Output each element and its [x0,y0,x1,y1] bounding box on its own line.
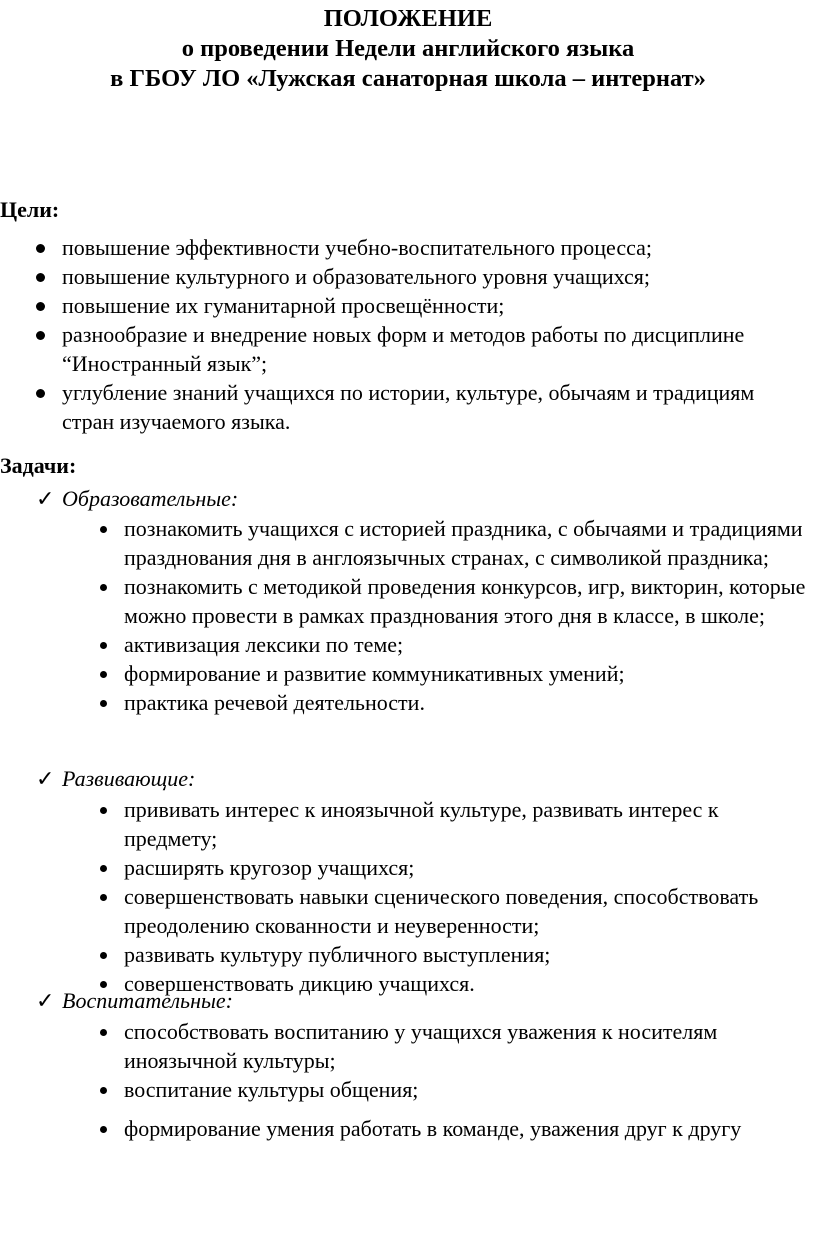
list-item [100,882,812,940]
task-text: активизация лексики по теме; [124,632,404,657]
goal-text: разнообразие и внедрение новых форм и методов работы по дисциплине “Иностранный язык”; [62,322,745,376]
bullet-icon [36,331,45,340]
task-text: расширять кругозор учащихся; [124,855,415,880]
task-category-developmental [36,764,195,793]
list-item [100,1075,812,1104]
task-text: совершенствовать навыки сценического поведения, способствовать преодолению скованности и неуверенности; [124,884,759,938]
checkmark-icon: ✓ [36,486,55,511]
list-item [100,1114,812,1143]
bullet-icon [100,584,107,591]
bullet-icon [100,865,107,872]
list-item [100,659,812,688]
task-text: формирование умения работать в команде, уважения друг к другу [124,1116,742,1141]
task-category-upbringing [36,986,233,1015]
goals-heading: Цели: [0,197,60,222]
list-item [100,514,812,572]
bullet-icon [100,1029,107,1036]
bullet-icon [100,1087,107,1094]
list-item [100,572,812,630]
bullet-icon [36,302,45,311]
list-item [36,291,806,320]
category-label: Воспитательные: [62,988,233,1013]
task-text: совершенствовать дикцию учащихся. [124,971,475,996]
tasks-heading: Задачи: [0,453,77,478]
developmental-tasks-list [100,795,812,998]
category-label: Развивающие: [62,766,196,791]
list-item [36,320,806,378]
document-title [0,4,816,94]
bullet-icon [36,244,45,253]
bullet-icon [100,807,107,814]
bullet-icon [36,389,45,398]
bullet-icon [100,526,107,533]
bullet-icon [100,642,107,649]
bullet-icon [100,952,107,959]
task-text: познакомить с методикой проведения конкурсов, игр, викторин, которые можно провести в рамках празднования этого дня в классе, в школе; [124,574,806,628]
list-item [100,853,812,882]
upbringing-tasks-list [100,1017,812,1143]
list-item [100,688,812,717]
bullet-icon [100,700,107,707]
goal-text: повышение культурного и образовательного уровня учащихся; [62,264,651,289]
task-text: формирование и развитие коммуникативных умений; [124,661,625,686]
title-line-3: в ГБОУ ЛО «Лужская санаторная школа – интернат» [110,65,706,92]
category-label: Образовательные: [62,486,239,511]
goal-text: повышение эффективности учебно-воспитательного процесса; [62,235,653,260]
task-text: прививать интерес к иноязычной культуре, развивать интерес к предмету; [124,797,719,851]
list-item [36,262,806,291]
list-item [100,630,812,659]
goals-list [36,233,806,436]
bullet-icon [100,1126,107,1133]
bullet-icon [100,671,107,678]
goal-text: повышение их гуманитарной просвещённости; [62,293,505,318]
task-category-educational [36,484,238,513]
educational-tasks-list [100,514,812,717]
task-text: способствовать воспитанию у учащихся уважения к носителям иноязычной культуры; [124,1019,718,1073]
task-text: воспитание культуры общения; [124,1077,419,1102]
list-item [100,1017,812,1075]
title-line-1: ПОЛОЖЕНИЕ [323,5,493,32]
list-item [100,795,812,853]
bullet-icon [36,273,45,282]
task-text: практика речевой деятельности. [124,690,425,715]
task-text: познакомить учащихся с историей праздника, с обычаями и традициями празднования дня в англоязычных странах, с символикой праздника; [124,516,803,570]
goal-text: углубление знаний учащихся по истории, культуре, обычаям и традициям стран изучаемого языка. [62,380,755,434]
task-text: развивать культуру публичного выступления; [124,942,551,967]
list-item [36,378,806,436]
list-item [36,233,806,262]
title-line-2: о проведении Недели английского языка [181,35,635,62]
list-item [100,940,812,969]
checkmark-icon: ✓ [36,988,55,1013]
checkmark-icon: ✓ [36,766,55,791]
bullet-icon [100,894,107,901]
